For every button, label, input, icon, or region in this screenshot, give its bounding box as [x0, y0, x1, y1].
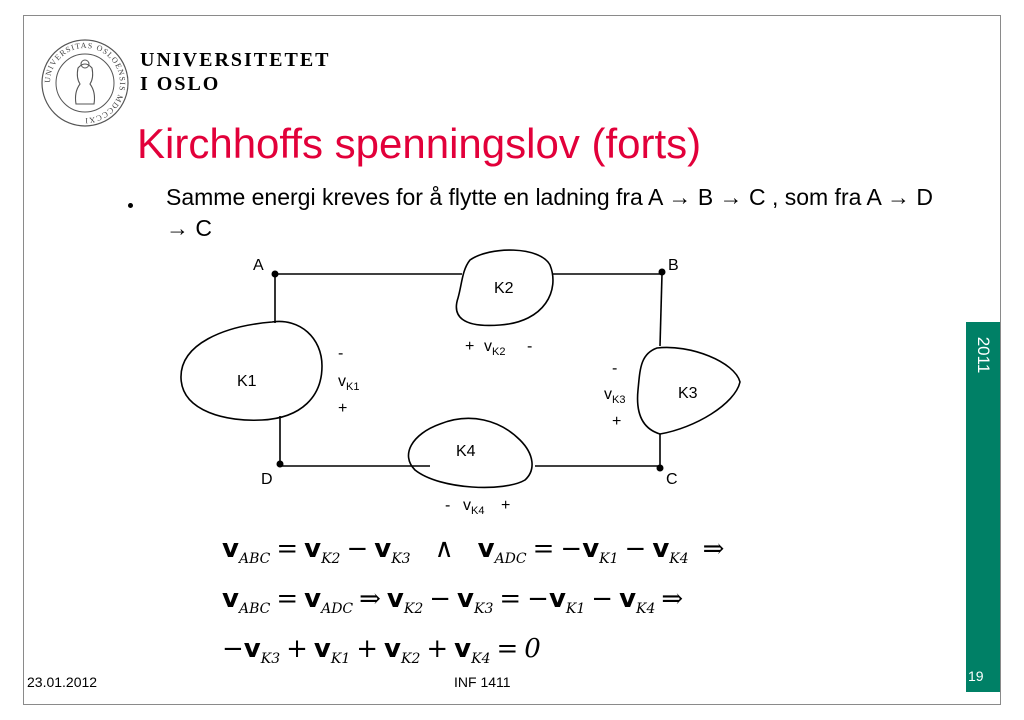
- k1-voltage-label: $v_{K1}$: [338, 373, 360, 393]
- k1-plus-sign: +: [338, 400, 348, 417]
- component-k1-shape: [181, 321, 322, 420]
- k2-voltage-label: $v_{K2}$: [484, 338, 506, 358]
- k4-plus-sign: +: [501, 497, 511, 514]
- university-line-1: UNIVERSITETET: [140, 49, 331, 71]
- k2-minus-sign: -: [527, 338, 533, 355]
- component-k2-label: K2: [494, 280, 514, 297]
- k4-voltage-label: $v_{K4}$: [463, 497, 485, 517]
- node-label-c: C: [666, 471, 678, 488]
- footer-date: 23.01.2012: [27, 674, 98, 690]
- node-c-dot: [657, 465, 664, 472]
- k1-minus-sign: -: [338, 345, 344, 362]
- university-line-2: I OSLO: [140, 73, 221, 95]
- equation-line-1: $v_{ABC} = v_{K2} - v_{K3}$ ∧ $v_{ADC} = -v_{K1} - v_{K4}$ ⇒: [222, 534, 725, 568]
- component-k3-label: K3: [678, 385, 698, 402]
- node-label-a: A: [253, 257, 264, 274]
- node-d-dot: [277, 461, 284, 468]
- wire-b-k3: [660, 274, 662, 346]
- component-k4-label: K4: [456, 443, 476, 460]
- node-label-b: B: [668, 257, 679, 274]
- k3-minus-sign: -: [612, 360, 618, 377]
- svg-text:UNIVERSITAS OSLOENSIS MDCCCXI: UNIVERSITAS OSLOENSIS MDCCCXI: [42, 40, 128, 126]
- k2-plus-sign: +: [465, 338, 475, 355]
- k3-plus-sign: +: [612, 413, 622, 430]
- footer-course: INF 1411: [454, 674, 511, 690]
- k4-minus-sign: -: [445, 497, 451, 514]
- equation-line-2: $v_{ABC} = v_{ADC}$ ⇒ $v_{K2} - v_{K3} = -v_{K1} - v_{K4}$ ⇒: [222, 584, 684, 618]
- equation-line-3: $-v_{K3} + v_{K1} + v_{K2} + v_{K4} = 0$: [222, 634, 541, 668]
- bullet-text: Samme energi kreves for å flytte en ladning fra A → B → C , som fra A → D → C: [166, 184, 933, 241]
- k3-voltage-label: $v_{K3}$: [604, 386, 626, 406]
- node-label-d: D: [261, 471, 273, 488]
- page-number: 19: [968, 668, 984, 684]
- component-k1-label: K1: [237, 373, 257, 390]
- node-b-dot: [659, 269, 666, 276]
- slide-title: Kirchhoffs spenningslov (forts): [137, 120, 702, 167]
- node-a-dot: [272, 271, 279, 278]
- sidebar-year: 2011: [974, 336, 993, 374]
